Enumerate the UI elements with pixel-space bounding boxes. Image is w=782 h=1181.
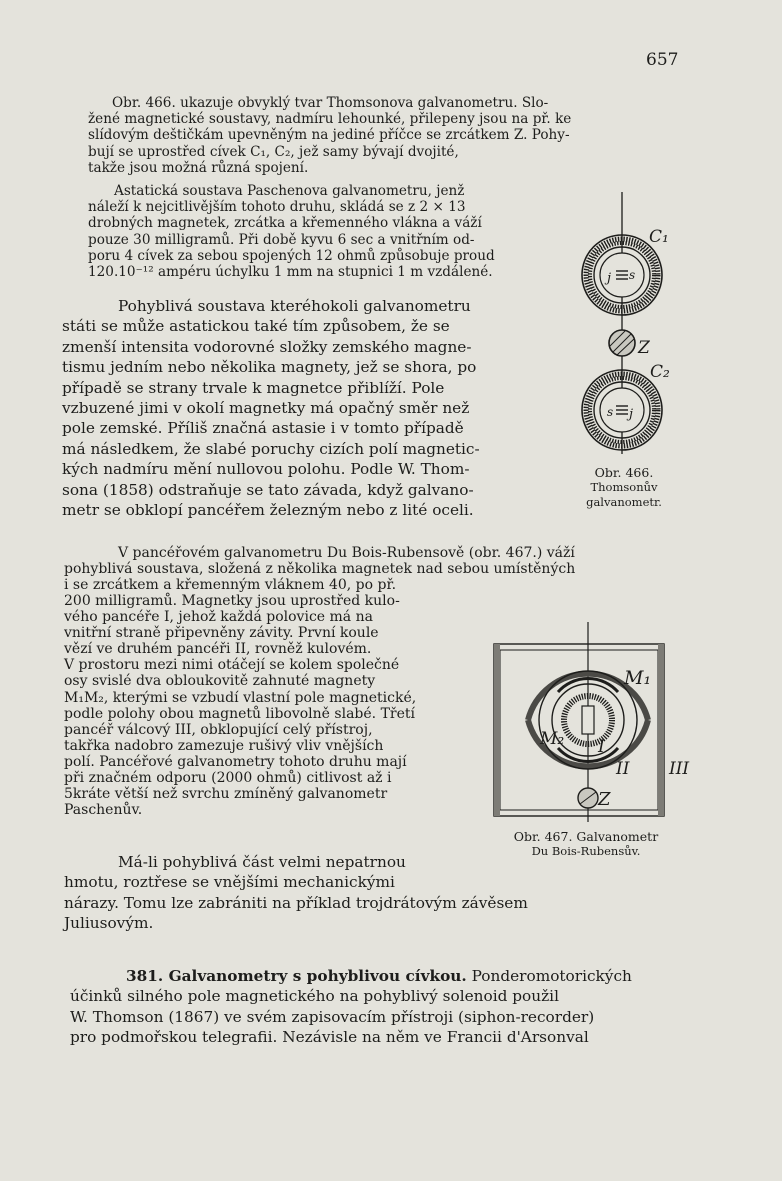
paragraph-du-bois-rubens-narrow <box>64 593 484 818</box>
label-j: j <box>629 407 634 422</box>
section-381 <box>70 966 710 1048</box>
figure-466-thomson-galvanometer <box>570 192 680 464</box>
text-line: vého pancéře I, jehož každá polovice má na <box>64 609 373 626</box>
label-z: Z <box>638 338 650 358</box>
text-line: Astatická soustava Paschenova galvanometru, jenž <box>114 183 465 199</box>
section-heading: 381. Galvanometry s pohyblivou cívkou. <box>126 967 467 985</box>
paragraph-astatic-system <box>62 296 557 520</box>
text-line: tismu jedním nebo několika magnety, jež se shora, po <box>62 358 477 377</box>
text-line: Obr. 466. ukazuje obvyklý tvar Thomsonova galvanometru. Slo- <box>112 95 549 111</box>
page-number: 657 <box>646 50 679 70</box>
text-line: státi se může astatickou také tím způsobem, že se <box>62 317 450 336</box>
text-line: pole zemské. Příliš značná astasie i v tomto případě <box>62 419 464 438</box>
text-line: 200 milligramů. Magnetky jsou uprostřed kulo- <box>64 593 400 609</box>
text-line: Ponderomotorických <box>471 967 632 985</box>
text-line: slídovým deštičkám upevněným na jediné příčce se zrcátkem Z. Pohy- <box>88 127 570 144</box>
label-s: s <box>607 405 614 419</box>
label-ii: II <box>616 759 630 779</box>
figure-466-caption <box>562 465 686 510</box>
text-line: sona (1858) odstraňuje se tato závada, když galvano- <box>62 480 474 499</box>
text-line: pro podmořskou telegrafii. Nezávisle na něm ve Francii d'Arsonval <box>70 1028 589 1047</box>
paragraph-thomson-galvanometer <box>88 95 684 176</box>
figure-467-du-bois-rubens-galvanometer <box>488 622 698 834</box>
text-line: případě se strany trvale k magnetce přiblíží. Pole <box>62 378 445 397</box>
text-line: metr se obklopí pancéřem železným nebo z lité oceli. <box>62 501 474 520</box>
section-first-line <box>126 966 710 986</box>
label-iii: III <box>669 759 690 779</box>
text-line: i se zrcátkem a křemenným vláknem 40, po př. <box>64 577 397 594</box>
text-line: polí. Pancéřové galvanometry tohoto druhu mají <box>64 753 407 770</box>
text-line: 120.10⁻¹² ampéru úchylku 1 mm na stupnici 1 m vzdálené. <box>88 264 493 281</box>
text-line: kých nadmíru mění nullovou polohu. Podle W. Thom- <box>62 460 470 479</box>
text-line: V pancéřovém galvanometru Du Bois-Rubensově (obr. 467.) váží <box>118 545 575 561</box>
text-line: má následkem, že slabé poruchy cizích polí magnetic- <box>62 439 480 458</box>
text-line: takže jsou možná různá spojení. <box>88 159 309 176</box>
text-line: Paschenův. <box>64 802 143 819</box>
text-line: vnitřní straně připevněny závity. První koule <box>64 625 379 642</box>
text-line: účinků silného pole magnetického na pohyblivý solenoid použil <box>70 987 559 1006</box>
text-line: vězí ve druhém pancéři II, rovněž kulovém. <box>64 641 372 658</box>
label-j: j <box>607 271 612 286</box>
text-line: zmenší intensita vodorovné složky zemského magne- <box>62 337 472 356</box>
text-line: Pohyblivá soustava kteréhokoli galvanometru <box>118 297 471 315</box>
label-s: s <box>629 268 636 282</box>
paragraph-du-bois-rubens <box>64 545 688 593</box>
text-line: podle polohy obou magnetů libovolně slabé. Třetí <box>64 705 415 722</box>
text-line: takřka nadobro zamezuje rušivý vliv vnějších <box>64 737 384 754</box>
label-z: Z <box>598 789 611 810</box>
text-line: pouze 30 milligramů. Při době kyvu 6 sec a vnitřním od- <box>88 231 475 248</box>
label-c2: C₂ <box>650 362 670 382</box>
paragraph-suspension <box>64 852 694 934</box>
text-line: Juliusovým. <box>64 914 154 933</box>
text-line: poru 4 cívek za sebou spojených 12 ohmů způsobuje proud <box>88 247 495 264</box>
label-m1: M₁ <box>624 667 652 689</box>
caption-line: Obr. 466. <box>594 465 654 480</box>
caption-line: Du Bois-Rubensův. <box>531 844 641 858</box>
label-c1: C₁ <box>649 227 669 247</box>
paragraph-paschen-galvanometer <box>88 183 563 280</box>
text-line: W. Thomson (1867) ve svém zapisovacím přístroji (siphon-recorder) <box>70 1007 595 1026</box>
text-line: nárazy. Tomu lze zabrániti na příklad trojdrátovým závěsem <box>64 893 528 912</box>
text-line: hmotu, roztřese se vnějšími mechanickými <box>64 873 395 892</box>
label-i: I <box>598 737 605 757</box>
text-line: M₁M₂, kterými se vzbudí vlastní pole magnetické, <box>64 689 417 706</box>
text-line: při značném odporu (2000 ohmů) citlivost až i <box>64 770 392 787</box>
text-line: bují se uprostřed cívek C₁, C₂, jež samy bývají dvojité, <box>88 143 459 160</box>
text-line: náleží k nejcitlivějším tohoto druhu, skládá se z 2 × 13 <box>88 199 466 216</box>
text-line: 5kráte větší než svrchu zmíněný galvanometr <box>64 786 388 803</box>
caption-line: Thomsonův <box>590 480 658 494</box>
text-line: pancéř válcový III, obklopující celý přístroj, <box>64 721 373 738</box>
text-line: Má-li pohyblivá část velmi nepatrnou <box>118 853 406 871</box>
caption-line: galvanometr. <box>586 495 662 509</box>
text-line: osy svislé dva obloukovitě zahnuté magnety <box>64 673 376 690</box>
label-m2: M₂ <box>540 729 565 749</box>
text-line: žené magnetické soustavy, nadmíru lehounké, přilepeny jsou na př. ke <box>88 111 572 128</box>
text-line: V prostoru mezi nimi otáčejí se kolem společné <box>64 657 400 674</box>
caption-line: Obr. 467. Galvanometr <box>513 829 659 844</box>
text-line: vzbuzené jimi v okolí magnetky má opačný směr než <box>62 399 470 418</box>
text-line: pohyblivá soustava, složená z několika magnetek nad sebou umístěných <box>64 561 576 578</box>
text-line: drobných magnetek, zrcátka a křemenného vlákna a váží <box>88 215 482 232</box>
